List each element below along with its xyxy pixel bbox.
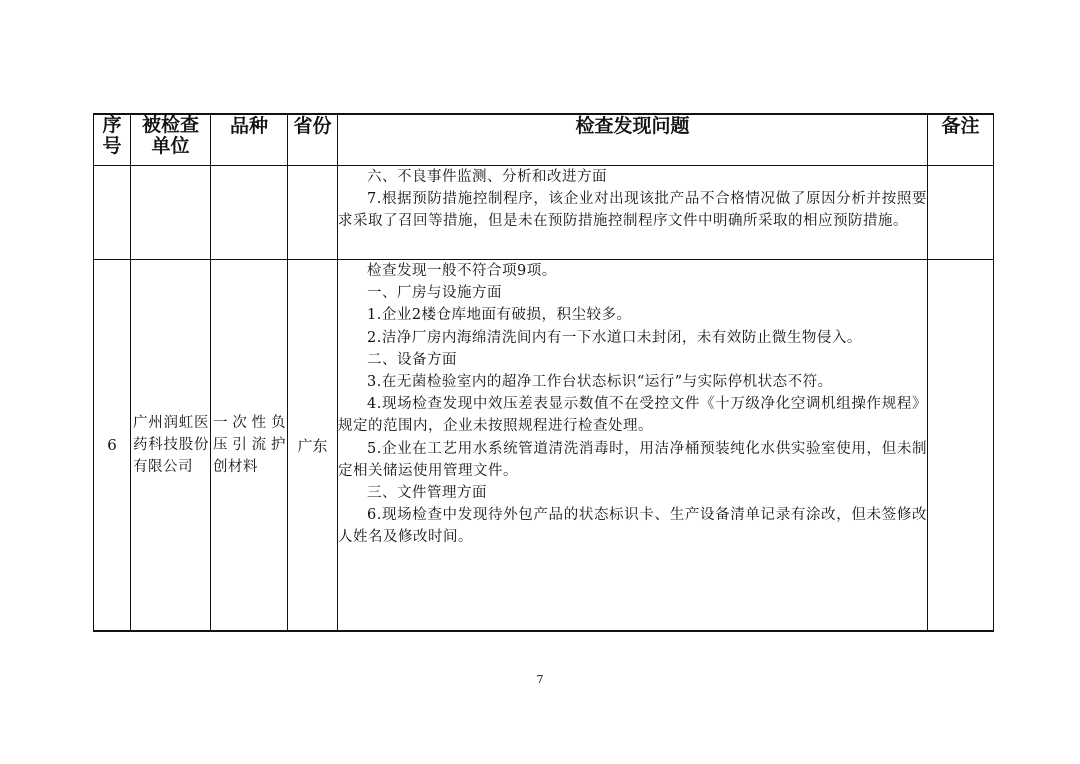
header-issues: 检查发现问题 <box>338 114 928 166</box>
issue-item: 1.企业2楼仓库地面有破损，积尘较多。 <box>367 307 632 324</box>
row1-issues-cell <box>338 166 928 260</box>
issue-heading: 六、不良事件监测、分析和改进方面 <box>367 169 607 185</box>
row2-seq-cell: 6 <box>94 260 131 632</box>
header-unit-text: 被检查 单位 <box>141 114 199 157</box>
issue-heading: 三、文件管理方面 <box>367 485 487 502</box>
row2-remark-cell <box>928 260 994 632</box>
issue-summary: 检查发现一般不符合项9项。 <box>367 263 557 279</box>
product-variety: 一次性负压引流护创材料 <box>213 414 286 476</box>
issue-item: 4.现场检查发现中效压差表显示数值不在受控文件《十万级净化空调机组操作规程》规定的范围内，企业未按照规程进行检查处理。 <box>338 396 927 435</box>
issue-heading: 一、厂房与设施方面 <box>367 285 502 302</box>
table-row <box>94 166 994 260</box>
issue-item: 3.在无菌检验室内的超净工作台状态标识“运行”与实际停机状态不符。 <box>367 374 833 391</box>
header-unit <box>131 114 211 166</box>
header-seq-text: 序 号 <box>102 114 122 157</box>
row2-unit-cell <box>131 260 211 632</box>
row1-remark-cell <box>928 166 994 260</box>
issue-heading: 二、设备方面 <box>367 351 457 368</box>
row2-variety-cell <box>211 260 288 632</box>
header-variety: 品种 <box>211 114 288 166</box>
row1-variety-cell <box>211 166 288 260</box>
row1-seq-cell <box>94 166 131 260</box>
inspection-table <box>93 113 994 632</box>
header-province: 省份 <box>288 114 338 166</box>
table-row <box>94 260 994 632</box>
issue-item: 7.根据预防措施控制程序，该企业对出现该批产品不合格情况做了原因分析并按照要求采取了召回等措施，但是未在预防措施控制程序文件中明确所采取的相应预防措施。 <box>338 191 927 230</box>
row2-province-cell: 广东 <box>288 260 338 632</box>
page-number: 7 <box>536 673 544 686</box>
row1-unit-cell <box>131 166 211 260</box>
row2-issues-cell <box>338 260 928 632</box>
issue-item: 6.现场检查中发现待外包产品的状态标识卡、生产设备清单记录有涂改，但未签修改人姓名及修改时间。 <box>338 507 927 546</box>
header-remark: 备注 <box>928 114 994 166</box>
header-seq <box>94 114 131 166</box>
row1-province-cell <box>288 166 338 260</box>
issue-item: 2.洁净厂房内海绵清洗间内有一下水道口未封闭，未有效防止微生物侵入。 <box>367 329 862 346</box>
table-header-row <box>94 114 994 166</box>
inspected-unit-name: 广州润虹医药科技股份有限公司 <box>133 414 209 476</box>
issue-item: 5.企业在工艺用水系统管道清洗消毒时，用洁净桶预装纯化水供实验室使用，但未制定相关储运使用管理文件。 <box>338 440 927 479</box>
